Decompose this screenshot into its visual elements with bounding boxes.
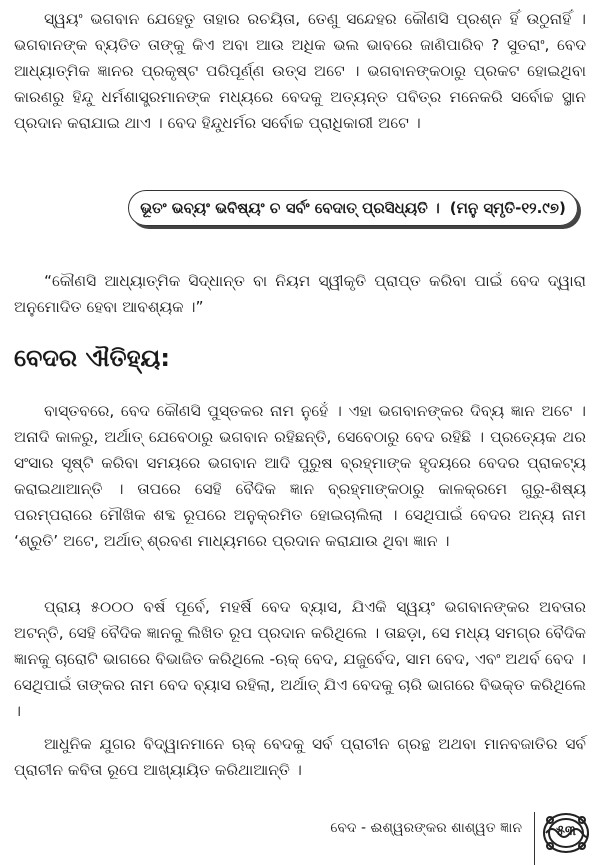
page-number: ୫୩	[556, 823, 576, 839]
body-paragraph: ବାସ୍ତବରେ, ବେଦ କୌଣସି ପୁସ୍ତକର ନାମ ନୁହେଁ । ଏହା ଭଗବାନଙ୍କର ଦିବ୍ୟ ଜ୍ଞାନ ଅଟେ । ଅନାଦି କାଳରୁ, ଅର୍ଥାତ୍ ଯେବେଠାରୁ ଭଗବାନ ରହିଛନ୍ତି, ସେବେଠାରୁ ବେଦ ରହିଛି । ପ୍ରତ୍ୟେକ ଥର ସଂସାର ସୃଷ୍ଟି କରିବା ସମୟରେ ଭଗବାନ ଆଦି ପୁରୁଷ ବ୍ରହ୍ମାଙ୍କ ହୃଦୟରେ ବେଦର ପ୍ରାକଟ୍ୟ କରାଇଥାଆନ୍ତି । ତାପରେ ସେହି ବୈଦିକ ଜ୍ଞାନ ବ୍ରହ୍ମାଙ୍କଠାରୁ କାଳକ୍ରମେ ଗୁରୁ-ଶିଷ୍ୟ ପରମ୍ପରାରେ ମୌଖିକ ଶବ୍ଦ ରୂପରେ ଅନୁକ୍ରମିତ ହୋଇଚାଲିଲା । ସେଥିପାଇଁ ବେଦର ଅନ୍ୟ ନାମ ‘ଶ୍ରୁତି’ ଅଟେ, ଅର୍ଥାତ୍ ଶ୍ରବଣ ମାଧ୍ୟମରେ ପ୍ରଦାନ କରାଯାଉ ଥିବା ଜ୍ଞାନ ।	[14, 402, 586, 550]
page-number-badge	[540, 810, 592, 856]
verse-quote-box	[128, 190, 578, 226]
verse-translation-paragraph: “କୌଣସି ଆଧ୍ୟାତ୍ମିକ ସିଦ୍ଧାନ୍ତ ବା ନିୟମ ସ୍ୱୀକୃତି ପ୍ରାପ୍ତ କରିବା ପାଇଁ ବେଦ ଦ୍ୱାରା ଅନୁମୋଦିତ ହେବା ଆବଶ୍ୟକ ।”	[14, 272, 586, 316]
verse-reference: (ମନୁ ସ୍ମୃତି-୧୨.୯୭)	[449, 199, 566, 217]
verse-text: ଭୂତଂ ଭବ୍ୟଂ ଭବିଷ୍ୟଂ ଚ ସର୍ବଂ ବେଦାତ୍ ପ୍ରସିଧ୍ୟତି ।	[140, 199, 440, 217]
body-paragraph: ପ୍ରାୟ ୫୦୦୦ ବର୍ଷ ପୂର୍ବେ, ମହର୍ଷି ବେଦ ବ୍ୟାସ, ଯିଏକି ସ୍ୱୟଂ ଭଗବାନଙ୍କର ଅବତାର ଅଟନ୍ତି, ସେହି ବୈଦିକ ଜ୍ଞାନକୁ ଲିଖିତ ରୂପ ପ୍ରଦାନ କରିଥିଲେ । ତାଛଡ଼ା, ସେ ମଧ୍ୟ ସମଗ୍ର ବୈଦିକ ଜ୍ଞାନକୁ ଚାରୋଟି ଭାଗରେ ବିଭାଜିତ କରିଥିଲେ -ଋକ୍ ବେଦ, ଯଜୁର୍ବେଦ, ସାମ ବେଦ, ଏବଂ ଅଥର୍ବ ବେଦ । ସେଥିପାଇଁ ତାଙ୍କର ନାମ ବେଦ ବ୍ୟାସ ରହିଲା, ଅର୍ଥାତ୍ ଯିଏ ବେଦକୁ ଚାରି ଭାଗରେ ବିଭକ୍ତ କରିଥିଲେ ।	[14, 598, 586, 720]
body-paragraph: ଆଧୁନିକ ଯୁଗର ବିଦ୍ୱାନମାନେ ଋକ୍ ବେଦକୁ ସର୍ବ ପ୍ରାଚୀନ ଗ୍ରନ୍ଥ ଅଥବା ମାନବଜାତିର ସର୍ବ ପ୍ରାଚୀନ କବିତା ରୂପେ ଆଖ୍ୟାୟିତ କରିଥାଆନ୍ତି ।	[14, 735, 586, 779]
intro-paragraph: ସ୍ୱୟଂ ଭଗବାନ ଯେହେତୁ ତାହାର ରଚୟିତା, ତେଣୁ ସନ୍ଦେହର କୌଣସି ପ୍ରଶ୍ନ ହିଁ ଉଠୁନାହିଁ । ଭଗବାନଙ୍କ ବ୍ୟତିତ ତାଙ୍କୁ କିଏ ଅବା ଆଉ ଅଧିକ ଭଲ ଭାବରେ ଜାଣିପାରିବ ? ସୁତରାଂ, ବେଦ ଆଧ୍ୟାତ୍ମିକ ଜ୍ଞାନର ପ୍ରକୃଷ୍ଟ ପରିପୂର୍ଣ୍ଣ ଉତ୍ସ ଅଟେ । ଭଗବାନଙ୍କଠାରୁ ପ୍ରକଟ ହୋଇଥିବା କାରଣରୁ ହିନ୍ଦୁ ଧର୍ମଶାସ୍ତ୍ରମାନଙ୍କ ମଧ୍ୟରେ ବେଦକୁ ଅତ୍ୟନ୍ତ ପବିତ୍ର ମନେକରି ସର୍ବୋଚ୍ଚ ସ୍ଥାନ ପ୍ରଦାନ କରାଯାଇ ଥାଏ । ବେଦ ହିନ୍ଦୁଧର୍ମର ସର୍ବୋଚ୍ଚ ପ୍ରାଧିକାରୀ ଅଟେ ।	[14, 10, 586, 132]
section-heading: ବେଦର ଐତିହ୍ୟ:	[14, 344, 170, 372]
footer-divider	[534, 812, 535, 865]
footer-title: ବେଦ - ଈଶ୍ୱରଙ୍କର ଶାଶ୍ୱତ ଜ୍ଞାନ	[330, 820, 522, 836]
